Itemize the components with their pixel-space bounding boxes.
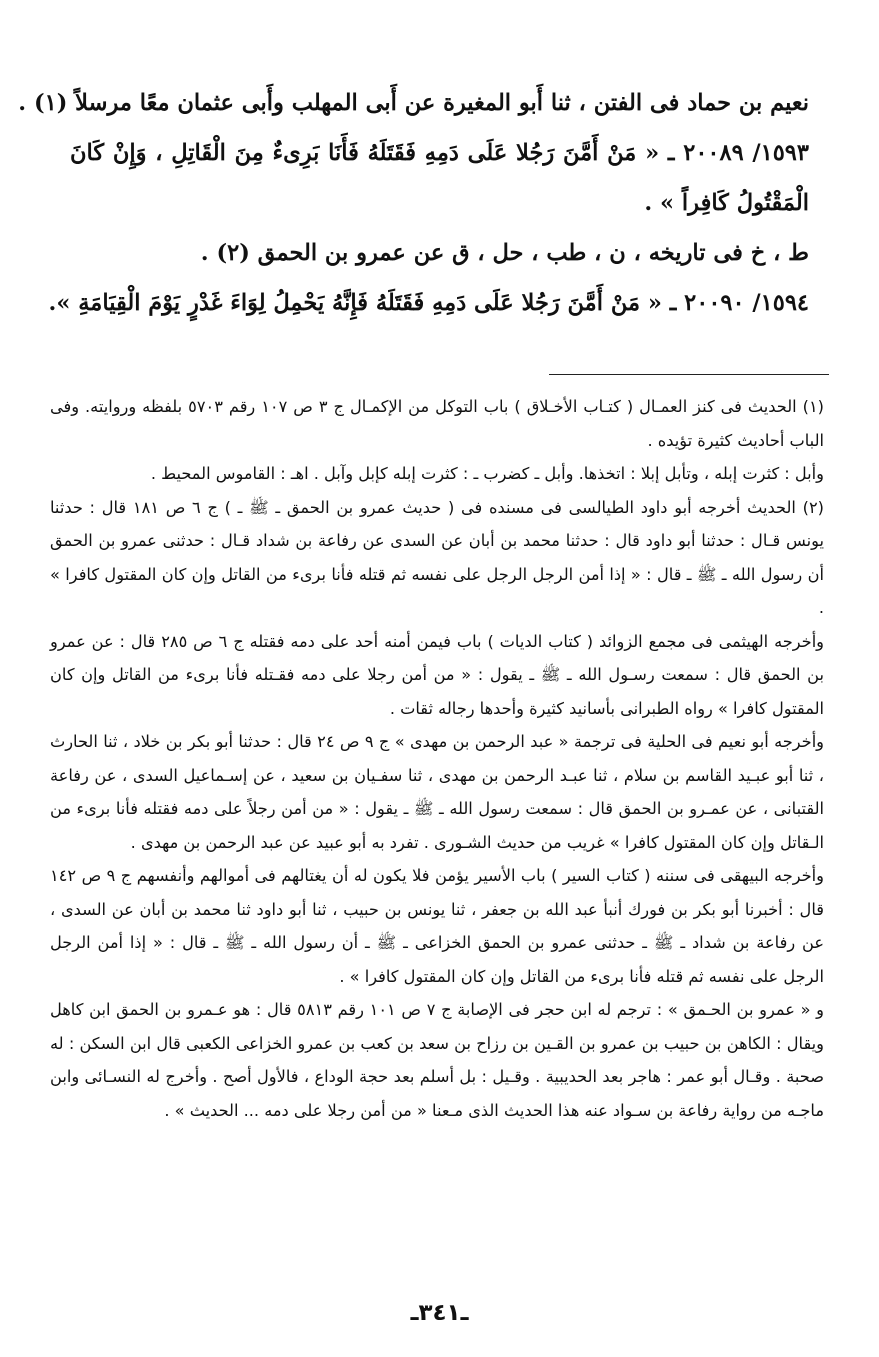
footnote-2-haythami: وأخرجه الهيثمى فى مجمع الزوائد ( كتاب الديات ) باب فيمن أمنه أحد على دمه فقتله ج ٦ ص ٢٨٥ قال : عن عمرو بن الحمق قال : سمعت رسـول الله ـ ﷺ ـ يقول : « من أمن رجلا على دمه فقـتله فأنا برىء من القاتل وإن كان المقتول كافرا » رواه الطبرانى بأسانيد كثيرة وأحدها رجاله ثقات . <box>50 631 825 718</box>
footnotes <box>50 390 824 1127</box>
page-number: ـ٣٤١ـ <box>410 1300 469 1326</box>
hadith-1593: ١٥٩٣/ ٢٠٠٨٩ ـ « مَنْ أَمَّنَ رَجُلا عَلَى دَمِهِ فَقَتَلَهُ فَأَنَا بَرِىءٌ مِنَ الْقَاتِلِ ، وَإِنْ كَانَ الْمَقْتُولُ كَافِراً » . <box>70 140 809 216</box>
footnote-1: (١) الحديث فى كنز العمـال ( كتـاب الأخـلاق ) باب التوكل من الإكمـال ج ٣ ص ١٠٧ رقم ٥٧٠٣ بلفظه وروايته. وفى الباب أحاديث كثيرة تؤيده . <box>50 397 824 450</box>
footnote-2: (٢) الحديث أخرجه أبو داود الطيالسى فى مسنده فى ( حديث عمرو بن الحمق ـ ﷺ ـ ) ج ٦ ص ١٨١ قال : حدثنا يونس قـال : حدثنا أبو داود قال : حدثنا محمد بن أبان عن السدى عن رفاعة بن شداد قـال : حدثنى عمرو بن الحمق أن رسول الله ـ ﷺ ـ قال : « إذا أمن الرجل الرجل على نفسه ثم قتله فأنا برىء من القاتل وإن كان المقتول كافرا » . <box>50 497 824 617</box>
footnote-2-bayhaqi: وأخرجه البيهقى فى سننه ( كتاب السير ) باب الأسير يؤمن فلا يكون له أن يغتالهم فى أموالهم وأنفسهم ج ٩ ص ١٤٢ قال : أخبرنا أبو بكر بن فورك أنبأ عبد الله بن جعفر ، ثنا يونس بن حبيب ، ثنا أبو داود ثنا محمد بن أبان عن السدى ، عن رفاعة بن شداد ـ ﷺ ـ حدثنى عمرو بن الحمق الخزاعى ـ ﷺ ـ أن رسول الله ـ ﷺ ـ قال : « إذا أمن الرجل الرجل على نفسه ثم قتله فأنا برىء من القاتل وإن كان المقتول كافرا » . <box>50 866 824 986</box>
main-text <box>18 78 809 328</box>
footnote-separator <box>549 374 829 375</box>
footnote-1-gloss: وأبل : كثرت إبله ، وتأبل إبلا : اتخذها. وأبل ـ كضرب ـ : كثرت إبله كإبل وآبل . اهـ : القاموس المحيط . <box>150 464 824 483</box>
footnote-2-biography: و « عمرو بن الحـمق » : ترجم له ابن حجر فى الإصابة ج ٧ ص ١٠١ رقم ٥٨١٣ قال : هو عـمرو بن الحمق ابن كاهل ويقال : الكاهن بن حبيب بن عمرو بن القـين بن رزاح بن سعد بن كعب بن عمرو الخزاعى الكعبى قال ابن السكن : له صحبة . وقـال أبو عمر : هاجر بعد الحديبية . وقـيل : بل أسلم بعد حجة الوداع ، فالأول أصح . وأخرج له النسـائى وابن ماجـه من رواية رفاعة بن سـواد عنه هذا الحديث الذى مـعنا « من أمن رجلا على دمه ... الحديث » . <box>50 1000 825 1120</box>
footnote-2-abu-nuaym: وأخرجه أبو نعيم فى الحلية فى ترجمة « عبد الرحمن بن مهدى » ج ٩ ص ٢٤ قال : حدثنا أبو بكر بن خلاد ، ثنا الحارث ، ثنا أبو عبـيد القاسم بن سلام ، ثنا عبـد الرحمن بن مهدى ، ثنا سفـيان بن سعيد ، عن إسـماعيل السدى ، عن رفاعة القتبانى ، عن عمـرو بن الحمق قال : سمعت رسول الله ـ ﷺ ـ يقول : « من أمن رجلاً على دمه فقتله فأنا برىء من الـقاتل وإن كان المقتول كافرا » غريب من حديث الشـورى . تفرد به أبو عبيد عن عبد الرحمن بن مهدى . <box>50 732 825 852</box>
chain-line: نعيم بن حماد فى الفتن ، ثنا أَبو المغيرة عن أَبى المهلب وأَبى عثمان معًا مرسلاً (١) . <box>18 90 809 116</box>
hadith-1594: ١٥٩٤/ ٢٠٠٩٠ ـ « مَنْ أَمَّنَ رَجُلا عَلَى دَمِهِ فَقَتَلَهُ فَإِنَّهُ يَحْمِلُ لِوَاءَ غَدْرٍ يَوْمَ الْقِيَامَةِ ». <box>48 290 809 316</box>
takhrij-line: ط ، خ فى تاريخه ، ن ، طب ، حل ، ق عن عمرو بن الحمق (٢) . <box>200 240 809 266</box>
